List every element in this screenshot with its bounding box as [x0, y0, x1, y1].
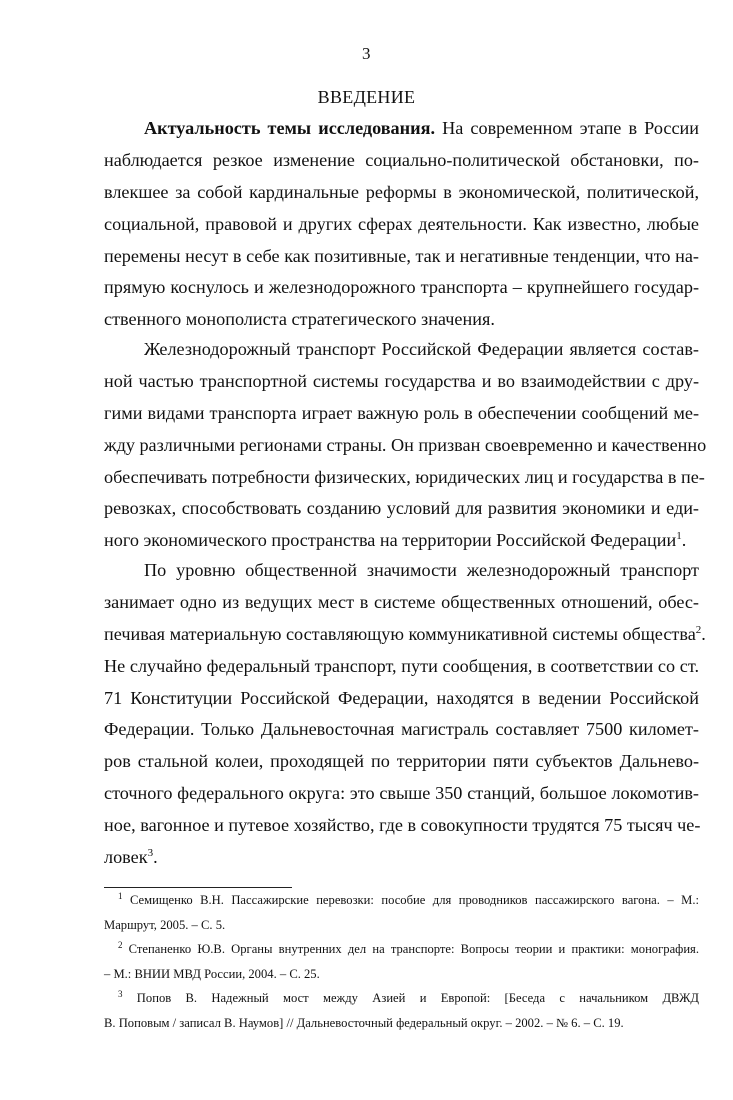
- paragraph-line: 71 Конституции Российской Федерации, находятся в ведении Российской: [104, 687, 699, 708]
- paragraph-line: наблюдается резкое изменение социально-политической обстановки, по-: [104, 149, 699, 170]
- paragraph-line: обеспечивать потребности физических, юридических лиц и государства в пе-: [104, 466, 705, 487]
- lead-bold-text: Актуальность темы исследования.: [144, 118, 436, 138]
- footnote-1: [104, 888, 699, 938]
- paragraph-3: [104, 555, 706, 874]
- paragraph-line: занимает одно из ведущих мест в системе общественных отношений, обес-: [104, 591, 699, 612]
- footnote-line: $^3$ Попов В. Надежный мост между Азией и Европой: [Беседа с начальником ДВЖД: [118, 988, 699, 1005]
- paragraph-line: Железнодорожный транспорт Российской Федерации является состав-: [144, 339, 699, 359]
- paragraph-line: ров стальной колеи, проходящей по территории пяти субъектов Дальнево-: [104, 751, 699, 772]
- paragraph-1: [104, 113, 699, 336]
- paragraph-line: сточного федерального округа: это свыше 350 станций, большое локомотив-: [104, 783, 699, 804]
- footnote-line: Маршрут, 2005. – С. 5.: [104, 918, 226, 932]
- paragraph-line: социальной, правовой и других сферах деятельности. Как известно, любые: [104, 213, 699, 234]
- footnote-ref-1[interactable]: 1: [676, 530, 682, 543]
- footnote-ref-2[interactable]: 2: [695, 623, 702, 636]
- paragraph-line: ственного монополиста стратегического значения.: [104, 309, 495, 330]
- paragraph-line: ного экономического пространства на территории Российской Федерации$^1$.: [104, 530, 687, 551]
- section-heading: ВВЕДЕНИЕ: [317, 87, 416, 107]
- paragraph-line: По уровню общественной значимости железнодорожный транспорт: [144, 560, 699, 580]
- paragraph-line: ревозках, способствовать созданию условий для развития экономики и еди-: [104, 498, 699, 519]
- paragraph-line: Не случайно федеральный транспорт, пути сообщения, в соответствии со ст.: [104, 655, 699, 676]
- paragraph-line: ное, вагонное и путевое хозяйство, где в совокупности трудятся 75 тысяч че-: [104, 815, 701, 836]
- paragraph-line: влекшее за собой кардинальные реформы в экономической, политической,: [104, 181, 699, 202]
- footnote-number: 1: [118, 890, 123, 901]
- paragraph-line: ной частью транспортной системы государства и во взаимодействии с дру-: [104, 370, 699, 391]
- paragraph-line: прямую коснулось и железнодорожного транспорта – крупнейшего государ-: [104, 277, 699, 298]
- paragraph-line: жду различными регионами страны. Он призван своевременно и качественно: [104, 434, 707, 455]
- footnote-line: – М.: ВНИИ МВД России, 2004. – С. 25.: [104, 967, 320, 981]
- paragraph-line: Актуальность темы исследования. На современном этапе в России: [144, 118, 699, 138]
- paragraph-line: гими видами транспорта играет важную роль в обеспечении сообщений ме-: [104, 402, 699, 423]
- paragraph-line: ловек$^3$.: [104, 846, 158, 868]
- footnote-number: 3: [118, 988, 123, 999]
- page-number: 3: [362, 44, 371, 63]
- footnote-ref-3[interactable]: 3: [147, 846, 154, 859]
- footnote-line: $^1$ Семищенко В.Н. Пассажирские перевозки: пособие для проводников пассажирского вагона. – М.:: [118, 890, 699, 907]
- footnote-3: [104, 986, 699, 1036]
- footnote-line: $^2$ Степаненко Ю.В. Органы внутренних дел на транспорте: Вопросы теории и практики: монография.: [118, 939, 699, 956]
- footnote-number: 2: [118, 939, 123, 950]
- paragraph-line: перемены несут в себе как позитивные, так и негативные тенденции, что на-: [104, 245, 699, 266]
- paragraph-line: печивая материальную составляющую коммуникативной системы общества$^2$.: [104, 623, 706, 644]
- footnote-2: [104, 937, 699, 987]
- paragraph-2: [104, 334, 707, 557]
- footnote-line: В. Поповым / записал В. Наумов] // Дальневосточный федеральный округ. – 2002. – № 6. – С. 19.: [104, 1016, 624, 1030]
- paragraph-line: Федерации. Только Дальневосточная магистраль составляет 7500 километ-: [104, 719, 699, 740]
